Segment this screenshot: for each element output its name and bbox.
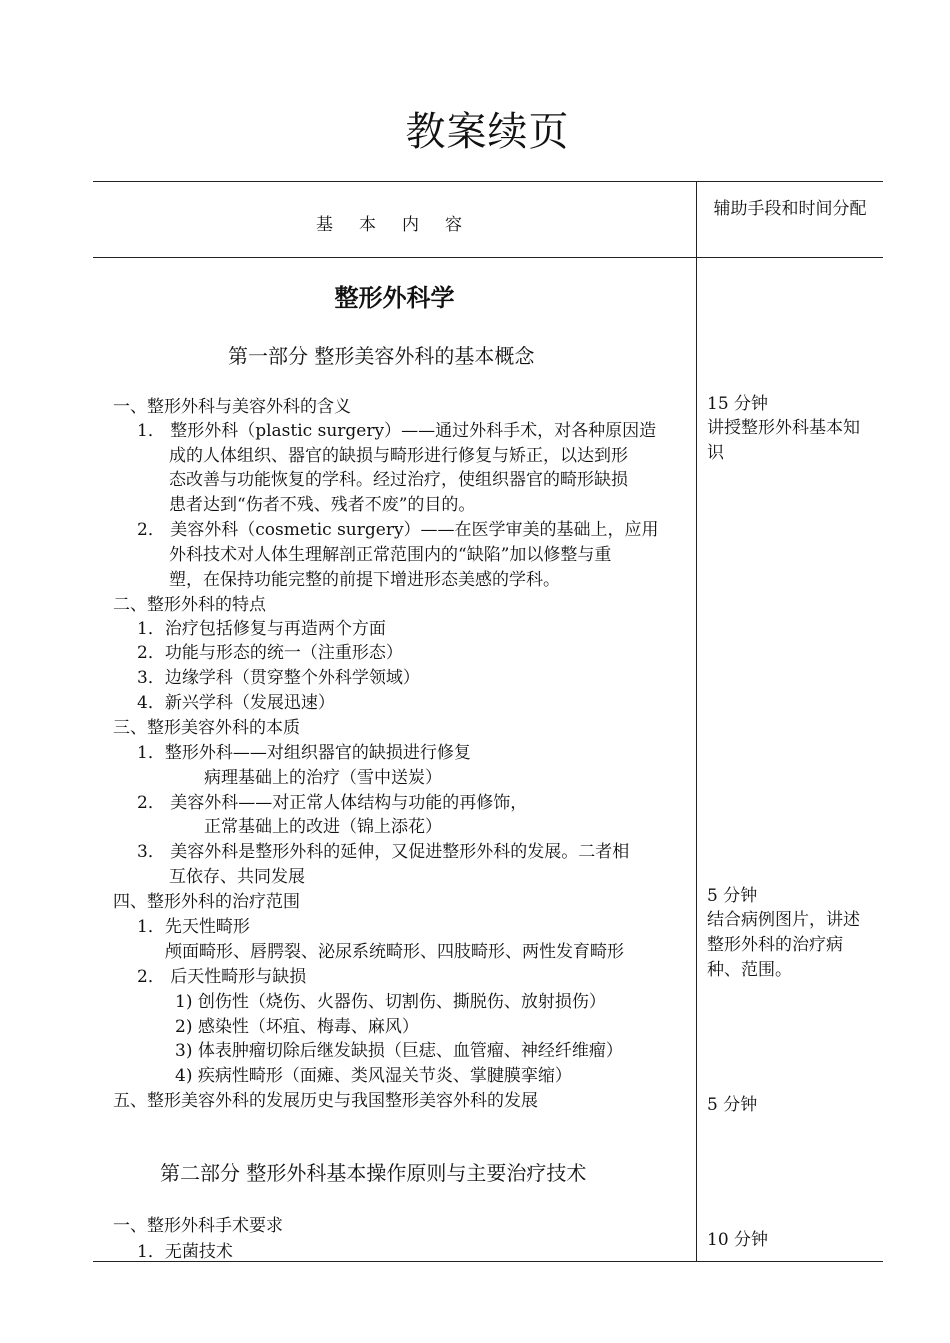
list-item: 3．边缘学科（贯穿整个外科学领域） [137,668,420,688]
column-divider [696,181,697,1261]
part-one-title: 第一部分 整形美容外科的基本概念 [228,344,535,368]
list-item-continuation: 患者达到“伤者不残、残者不废”的目的。 [169,495,476,515]
section-heading: 一、整形外科与美容外科的含义 [113,397,351,417]
list-item: 2． 美容外科——对正常人体结构与功能的再修饰， [137,793,528,813]
time-note: 10 分钟 [707,1230,769,1250]
sub-list-item: 3) 体表肿瘤切除后继发缺损（巨痣、血管瘤、神经纤维瘤） [175,1041,623,1061]
list-item: 1．无菌技术 [137,1242,233,1262]
list-item-continuation: 互依存、共同发展 [169,867,305,887]
list-item-continuation: 正常基础上的改进（锦上添花） [204,817,442,837]
table-top-rule [93,181,883,182]
sub-list-item: 1) 创伤性（烧伤、火器伤、切割伤、撕脱伤、放射损伤） [175,992,606,1012]
aid-note: 讲授整形外科基本知识 [707,418,860,463]
table-header-rule [93,257,883,258]
list-item-continuation: 外科技术对人体生理解剖正常范围内的“缺陷”加以修整与重 [169,545,612,565]
list-item: 1．治疗包括修复与再造两个方面 [137,619,386,639]
section-heading: 二、整形外科的特点 [113,595,266,615]
list-item-continuation: 态改善与功能恢复的学科。经过治疗，使组织器官的畸形缺损 [169,470,628,490]
list-item: 3． 美容外科是整形外科的延伸，又促进整形外科的发展。二者相 [137,842,630,862]
sub-list-item: 2) 感染性（坏疽、梅毒、麻风） [175,1017,419,1037]
list-item-continuation: 成的人体组织、器官的缺损与畸形进行修复与矫正，以达到形 [169,446,628,466]
list-item: 2．功能与形态的统一（注重形态） [137,643,403,663]
aux-column-header: 辅助手段和时间分配 [713,199,867,219]
list-item: 1． 整形外科（plastic surgery）——通过外科手术，对各种原因造 [137,421,657,441]
section-heading: 一、整形外科手术要求 [113,1216,283,1236]
list-item-continuation: 塑，在保持功能完整的前提下增进形态美感的学科。 [169,570,560,590]
list-item: 2． 美容外科（cosmetic surgery）——在医学审美的基础上，应用 [137,520,659,540]
section-heading: 三、整形美容外科的本质 [113,718,300,738]
part-two-title: 第二部分 整形外科基本操作原则与主要治疗技术 [160,1161,587,1185]
course-title: 整形外科学 [334,284,455,312]
page-title: 教案续页 [405,109,570,155]
time-note: 5 分钟 [707,886,758,906]
list-item: 4．新兴学科（发展迅速） [137,693,335,713]
list-item: 1．先天性畸形 [137,917,250,937]
sub-list-item: 4) 疾病性畸形（面瘫、类风湿关节炎、掌腱膜挛缩） [175,1066,572,1086]
content-column-header: 基本内容 [316,215,488,235]
time-note: 15 分钟 [707,394,769,414]
list-item: 2． 后天性畸形与缺损 [137,967,307,987]
time-note: 5 分钟 [707,1095,758,1115]
list-item-continuation: 颅面畸形、唇腭裂、泌尿系统畸形、四肢畸形、两性发育畸形 [165,942,624,962]
aid-note: 结合病例图片，讲述整形外科的治疗病种、范围。 [707,910,860,980]
section-heading: 四、整形外科的治疗范围 [113,892,300,912]
list-item: 1．整形外科——对组织器官的缺损进行修复 [137,743,471,763]
section-heading: 五、整形美容外科的发展历史与我国整形美容外科的发展 [113,1091,538,1111]
list-item-continuation: 病理基础上的治疗（雪中送炭） [204,768,442,788]
